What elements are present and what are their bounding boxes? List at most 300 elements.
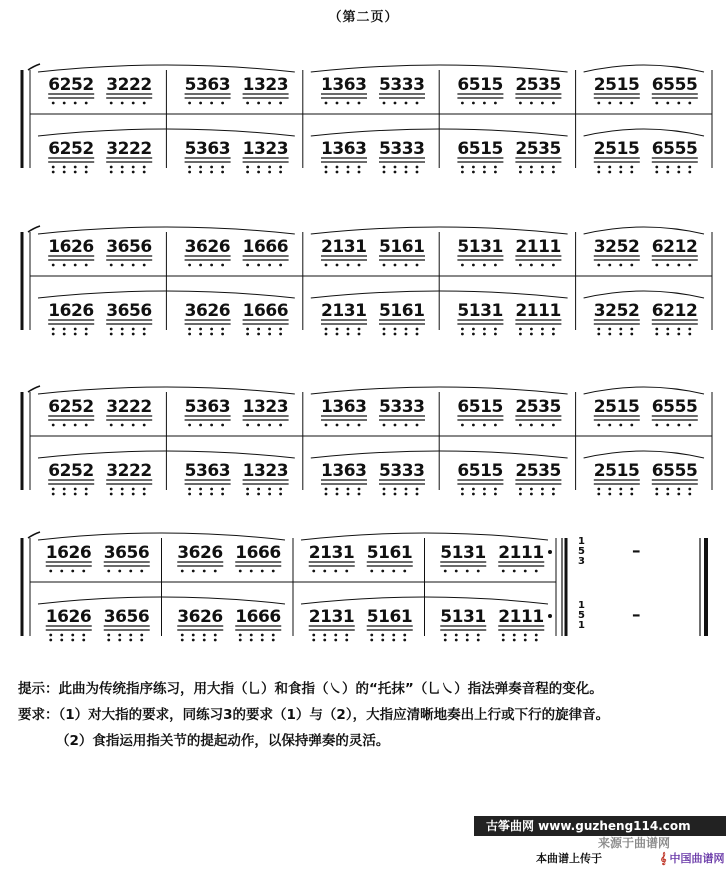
octave-dot <box>444 570 447 573</box>
octave-dot <box>666 328 669 331</box>
octave-dot <box>246 328 249 331</box>
octave-dot <box>140 639 143 642</box>
octave-dot <box>110 166 113 169</box>
note-group: 1363 <box>321 461 367 481</box>
octave-dot <box>181 634 184 637</box>
note-group: 2535 <box>515 139 562 159</box>
octave-dot <box>132 493 135 496</box>
instructions <box>18 676 609 754</box>
octave-dot <box>221 488 224 491</box>
octave-dot <box>221 102 224 105</box>
octave-dot <box>210 264 213 267</box>
note-group: 5131 <box>440 607 487 627</box>
chord-note: 1 <box>578 600 585 611</box>
octave-dot <box>325 328 328 331</box>
octave-dot <box>323 634 326 637</box>
requirement-2: （2）食指运用指关节的提起动作，以保持弹奏的灵活。 <box>56 733 390 749</box>
octave-dot <box>405 493 408 496</box>
note-group: 3626 <box>184 237 231 257</box>
note-group: 5363 <box>184 397 231 417</box>
octave-dot <box>530 488 533 491</box>
octave-dot <box>494 166 497 169</box>
rest-dash: – <box>632 541 641 561</box>
octave-dot <box>383 333 386 336</box>
octave-dot <box>85 328 88 331</box>
octave-dot <box>472 171 475 174</box>
octave-dot <box>541 488 544 491</box>
octave-dot <box>552 493 555 496</box>
octave-dot <box>60 634 63 637</box>
octave-dot <box>345 634 348 637</box>
octave-dot <box>619 328 622 331</box>
chord-note: 5 <box>578 546 585 557</box>
octave-dot <box>688 264 691 267</box>
octave-dot <box>608 102 611 105</box>
bracket-hook <box>28 226 40 232</box>
octave-dot <box>630 102 633 105</box>
octave-dot <box>655 166 658 169</box>
octave-dot <box>140 570 143 573</box>
note-group: 5131 <box>457 301 504 321</box>
octave-dot <box>394 488 397 491</box>
note-group: 2111 <box>498 607 545 627</box>
note-group: 1626 <box>48 237 95 257</box>
octave-dot <box>461 424 464 427</box>
slur <box>584 387 704 394</box>
octave-dot <box>494 328 497 331</box>
octave-dot <box>630 488 633 491</box>
hint-text: 提示：此曲为传统指序练习，用大指（乚）和食指（㇏）的“托抹”（乚㇏）指法弹奏音程的变化。 <box>18 681 603 697</box>
octave-dot <box>597 171 600 174</box>
octave-dot <box>188 488 191 491</box>
note-group: 2111 <box>515 301 562 321</box>
octave-dot <box>494 102 497 105</box>
octave-dot <box>82 634 85 637</box>
octave-dot <box>325 488 328 491</box>
octave-dot <box>494 488 497 491</box>
note-group: 6555 <box>651 397 698 417</box>
octave-dot <box>466 570 469 573</box>
octave-dot <box>199 493 202 496</box>
octave-dot <box>392 639 395 642</box>
octave-dot <box>383 264 386 267</box>
octave-dot <box>268 424 271 427</box>
octave-dot <box>383 328 386 331</box>
octave-dot <box>246 166 249 169</box>
octave-dot <box>334 634 337 637</box>
octave-dot <box>110 171 113 174</box>
octave-dot <box>608 333 611 336</box>
octave-dot <box>121 166 124 169</box>
octave-dot <box>221 166 224 169</box>
octave-dot <box>143 328 146 331</box>
note-group: 3222 <box>106 75 153 95</box>
octave-dot <box>132 171 135 174</box>
note-group: 1666 <box>242 301 289 321</box>
octave-dot <box>597 488 600 491</box>
octave-dot <box>677 488 680 491</box>
octave-dot <box>394 328 397 331</box>
octave-dot <box>483 264 486 267</box>
octave-dot <box>74 424 77 427</box>
octave-dot <box>677 171 680 174</box>
octave-dot <box>199 166 202 169</box>
octave-dot <box>181 639 184 642</box>
octave-dot <box>358 493 361 496</box>
bracket-hook <box>28 64 40 70</box>
octave-dot <box>63 424 66 427</box>
octave-dot <box>597 424 600 427</box>
note-group: 1323 <box>242 397 289 417</box>
octave-dot <box>358 264 361 267</box>
octave-dot <box>52 264 55 267</box>
octave-dot <box>268 493 271 496</box>
octave-dot <box>688 493 691 496</box>
octave-dot <box>472 166 475 169</box>
note-group: 3252 <box>593 237 640 257</box>
octave-dot <box>336 333 339 336</box>
octave-dot <box>118 570 121 573</box>
octave-dot <box>394 102 397 105</box>
octave-dot <box>530 424 533 427</box>
octave-dot <box>461 333 464 336</box>
octave-dot <box>347 166 350 169</box>
octave-dot <box>279 171 282 174</box>
octave-dot <box>82 639 85 642</box>
octave-dot <box>541 333 544 336</box>
octave-dot <box>121 333 124 336</box>
chord-note: 5 <box>578 610 585 621</box>
octave-dot <box>655 424 658 427</box>
octave-dot <box>188 102 191 105</box>
octave-dot <box>630 333 633 336</box>
octave-dot <box>214 639 217 642</box>
octave-dot <box>121 102 124 105</box>
octave-dot <box>519 102 522 105</box>
note-group: 6515 <box>457 397 504 417</box>
octave-dot <box>74 488 77 491</box>
octave-dot <box>107 639 110 642</box>
octave-dot <box>63 333 66 336</box>
octave-dot <box>394 166 397 169</box>
octave-dot <box>279 333 282 336</box>
octave-dot <box>74 328 77 331</box>
octave-dot <box>110 328 113 331</box>
octave-dot <box>608 424 611 427</box>
octave-dot <box>129 570 132 573</box>
octave-dot <box>312 634 315 637</box>
octave-dot <box>666 333 669 336</box>
note-group: 3656 <box>106 301 153 321</box>
octave-dot <box>325 171 328 174</box>
octave-dot <box>630 424 633 427</box>
note-group: 1626 <box>45 543 92 563</box>
octave-dot <box>483 328 486 331</box>
octave-dot <box>323 639 326 642</box>
chord-note: 1 <box>578 620 585 631</box>
note-group: 2515 <box>593 139 640 159</box>
octave-dot <box>279 328 282 331</box>
octave-dot <box>383 166 386 169</box>
octave-dot <box>455 634 458 637</box>
octave-dot <box>666 166 669 169</box>
octave-dot <box>416 171 419 174</box>
octave-dot <box>530 102 533 105</box>
octave-dot <box>246 171 249 174</box>
octave-dot <box>405 166 408 169</box>
note-group: 1666 <box>242 237 289 257</box>
octave-dot <box>336 102 339 105</box>
octave-dot <box>110 333 113 336</box>
octave-dot <box>519 171 522 174</box>
note-group: 1626 <box>45 607 92 627</box>
octave-dot <box>71 570 74 573</box>
note-group: 6212 <box>651 301 698 321</box>
octave-dot <box>188 166 191 169</box>
octave-dot <box>85 264 88 267</box>
octave-dot <box>472 488 475 491</box>
note-group: 6252 <box>48 75 95 95</box>
chord-note: 3 <box>578 556 585 567</box>
octave-dot <box>279 424 282 427</box>
octave-dot <box>619 493 622 496</box>
octave-dot <box>688 488 691 491</box>
octave-dot <box>85 424 88 427</box>
site-banner <box>474 816 726 836</box>
octave-dot <box>74 493 77 496</box>
octave-dot <box>347 488 350 491</box>
octave-dot <box>257 328 260 331</box>
octave-dot <box>334 639 337 642</box>
octave-dot <box>221 328 224 331</box>
octave-dot <box>666 171 669 174</box>
octave-dot <box>666 102 669 105</box>
octave-dot <box>688 171 691 174</box>
octave-dot <box>110 424 113 427</box>
note-group: 1666 <box>235 607 282 627</box>
octave-dot <box>121 493 124 496</box>
octave-dot <box>383 171 386 174</box>
octave-dot <box>524 570 527 573</box>
bracket-hook <box>28 532 40 538</box>
octave-dot <box>257 166 260 169</box>
octave-dot <box>132 264 135 267</box>
octave-dot <box>608 488 611 491</box>
octave-dot <box>239 639 242 642</box>
note-group: 2131 <box>308 543 355 563</box>
octave-dot <box>416 493 419 496</box>
octave-dot <box>630 328 633 331</box>
octave-dot <box>494 264 497 267</box>
note-group: 5333 <box>379 461 425 481</box>
octave-dot <box>118 639 121 642</box>
note-group: 6515 <box>457 75 504 95</box>
octave-dot <box>192 639 195 642</box>
octave-dot <box>121 328 124 331</box>
octave-dot <box>541 102 544 105</box>
octave-dot <box>383 424 386 427</box>
octave-dot <box>461 166 464 169</box>
octave-dot <box>210 171 213 174</box>
octave-dot <box>268 102 271 105</box>
octave-dot <box>483 493 486 496</box>
source-label: 来源于曲谱网 <box>598 836 671 850</box>
octave-dot <box>472 424 475 427</box>
octave-dot <box>405 488 408 491</box>
octave-dot <box>552 424 555 427</box>
octave-dot <box>494 333 497 336</box>
octave-dot <box>358 102 361 105</box>
octave-dot <box>63 328 66 331</box>
octave-dot <box>347 171 350 174</box>
repeat-dot <box>548 614 552 618</box>
octave-dot <box>63 493 66 496</box>
octave-dot <box>143 488 146 491</box>
octave-dot <box>677 424 680 427</box>
note-group: 3252 <box>593 301 640 321</box>
octave-dot <box>312 639 315 642</box>
octave-dot <box>132 102 135 105</box>
octave-dot <box>370 570 373 573</box>
octave-dot <box>677 333 680 336</box>
octave-dot <box>619 264 622 267</box>
note-group: 1323 <box>242 461 289 481</box>
octave-dot <box>188 424 191 427</box>
octave-dot <box>325 264 328 267</box>
octave-dot <box>494 424 497 427</box>
octave-dot <box>246 493 249 496</box>
octave-dot <box>535 639 538 642</box>
octave-dot <box>214 634 217 637</box>
octave-dot <box>358 488 361 491</box>
octave-dot <box>619 102 622 105</box>
note-group: 6252 <box>48 461 95 481</box>
octave-dot <box>325 102 328 105</box>
octave-dot <box>494 493 497 496</box>
note-group: 6555 <box>651 461 698 481</box>
octave-dot <box>466 634 469 637</box>
octave-dot <box>483 171 486 174</box>
octave-dot <box>261 570 264 573</box>
note-group: 1363 <box>321 139 367 159</box>
octave-dot <box>203 639 206 642</box>
octave-dot <box>129 634 132 637</box>
octave-dot <box>118 634 121 637</box>
octave-dot <box>121 264 124 267</box>
octave-dot <box>530 166 533 169</box>
note-group: 2515 <box>593 75 640 95</box>
note-group: 2535 <box>515 397 562 417</box>
octave-dot <box>597 166 600 169</box>
octave-dot <box>210 328 213 331</box>
octave-dot <box>121 488 124 491</box>
octave-dot <box>85 493 88 496</box>
octave-dot <box>143 424 146 427</box>
octave-dot <box>608 328 611 331</box>
octave-dot <box>370 639 373 642</box>
octave-dot <box>52 424 55 427</box>
page-title: （第二页） <box>328 10 399 25</box>
octave-dot <box>246 488 249 491</box>
site-banner-text: 古筝曲网 www.guzheng114.com <box>486 819 691 833</box>
octave-dot <box>416 328 419 331</box>
octave-dot <box>129 639 132 642</box>
octave-dot <box>541 264 544 267</box>
octave-dot <box>221 333 224 336</box>
octave-dot <box>63 264 66 267</box>
octave-dot <box>392 634 395 637</box>
octave-dot <box>143 264 146 267</box>
octave-dot <box>370 634 373 637</box>
octave-dot <box>630 171 633 174</box>
octave-dot <box>143 493 146 496</box>
octave-dot <box>107 570 110 573</box>
octave-dot <box>483 166 486 169</box>
octave-dot <box>619 166 622 169</box>
octave-dot <box>257 171 260 174</box>
octave-dot <box>325 166 328 169</box>
octave-dot <box>466 639 469 642</box>
octave-dot <box>405 328 408 331</box>
octave-dot <box>239 570 242 573</box>
octave-dot <box>257 424 260 427</box>
octave-dot <box>630 166 633 169</box>
octave-dot <box>552 102 555 105</box>
octave-dot <box>381 634 384 637</box>
octave-dot <box>49 570 52 573</box>
octave-dot <box>552 488 555 491</box>
octave-dot <box>483 102 486 105</box>
octave-dot <box>597 328 600 331</box>
octave-dot <box>52 171 55 174</box>
slur <box>584 451 704 458</box>
octave-dot <box>74 264 77 267</box>
note-group: 3626 <box>177 607 224 627</box>
octave-dot <box>358 333 361 336</box>
note-group: 5161 <box>379 301 425 321</box>
note-group: 6515 <box>457 461 504 481</box>
octave-dot <box>405 102 408 105</box>
octave-dot <box>416 264 419 267</box>
octave-dot <box>52 328 55 331</box>
octave-dot <box>394 333 397 336</box>
octave-dot <box>519 493 522 496</box>
octave-dot <box>132 166 135 169</box>
octave-dot <box>552 328 555 331</box>
octave-dot <box>530 333 533 336</box>
treble-clef-icon: 𝄞 <box>660 852 667 865</box>
octave-dot <box>345 639 348 642</box>
octave-dot <box>677 328 680 331</box>
octave-dot <box>383 488 386 491</box>
octave-dot <box>63 171 66 174</box>
octave-dot <box>71 634 74 637</box>
octave-dot <box>71 639 74 642</box>
octave-dot <box>268 333 271 336</box>
octave-dot <box>210 102 213 105</box>
octave-dot <box>221 493 224 496</box>
note-group: 6252 <box>48 139 95 159</box>
octave-dot <box>358 166 361 169</box>
octave-dot <box>257 488 260 491</box>
note-group: 5363 <box>184 461 231 481</box>
octave-dot <box>405 264 408 267</box>
octave-dot <box>358 328 361 331</box>
octave-dot <box>214 570 217 573</box>
note-group: 6555 <box>651 75 698 95</box>
note-group: 2131 <box>308 607 355 627</box>
octave-dot <box>347 264 350 267</box>
